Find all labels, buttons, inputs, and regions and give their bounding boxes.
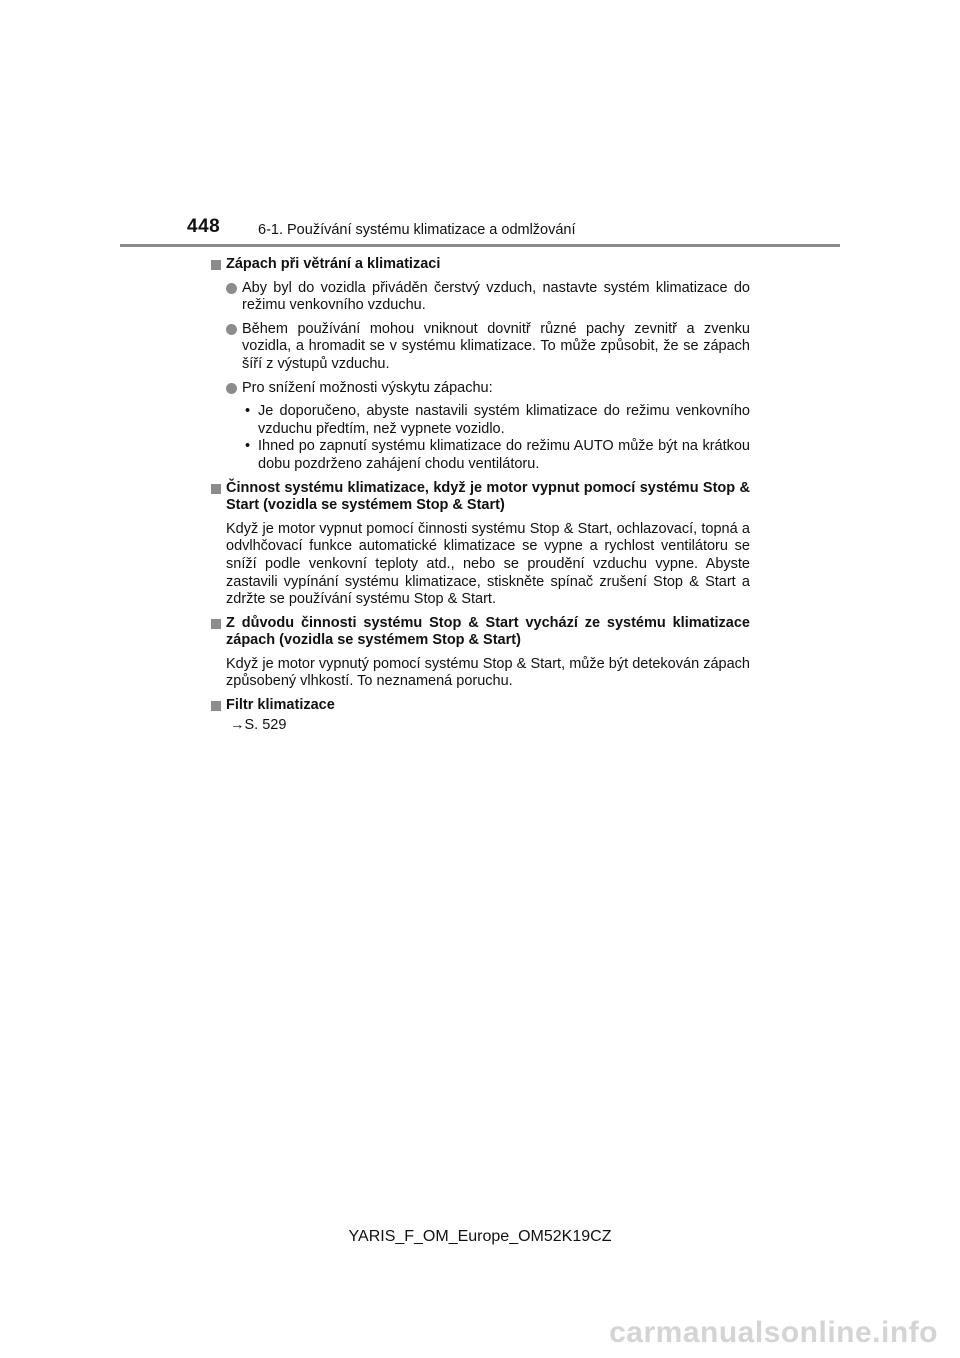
circle-bullet-icon xyxy=(226,383,237,394)
sub-item xyxy=(242,438,750,473)
section-heading: Z důvodu činnosti systému Stop & Start vychází ze systému klimatizace zápach (vozidla se systémem Stop & Start) xyxy=(226,614,750,649)
section-odor xyxy=(210,256,750,474)
sub-item-text: Ihned po zapnutí systému klimatizace do režimu AUTO může být na krátkou dobu pozdrženo zahájení chodu ventilátoru. xyxy=(258,438,750,472)
circle-bullet-icon xyxy=(226,324,237,335)
small-dot-icon: • xyxy=(245,403,251,420)
section-heading: Zápach při větrání a klimatizaci xyxy=(226,256,441,272)
page-number: 448 xyxy=(187,216,221,237)
page-reference-link[interactable]: →S. 529 xyxy=(230,716,287,733)
square-bullet-icon xyxy=(211,619,221,629)
section-paragraph: Když je motor vypnut pomocí činnosti systému Stop & Start, ochlazovací, topná a odvlhčovací funkce automatické klimatizace se vypne a rychlost ventilátoru se sníží podle venkovní teploty atd., nebo se proudění vzduchu vypne. Abyste zastavili vypínání systému klimatizace, stiskněte spínač zrušení Stop & Start a zdržte se používání systému Stop & Start. xyxy=(226,520,750,608)
section-paragraph: Když je motor vypnutý pomocí systému Stop & Start, může být detekován zápach způsobený vlhkostí. To neznamená poruchu. xyxy=(226,655,750,690)
page-content xyxy=(210,256,750,740)
square-bullet-icon xyxy=(211,701,221,711)
sub-list xyxy=(226,403,750,473)
section-stop-start-odor xyxy=(210,615,750,691)
small-dot-icon: • xyxy=(245,438,251,455)
bullet-item xyxy=(226,321,750,374)
section-heading: Filtr klimatizace xyxy=(226,697,335,714)
square-bullet-icon xyxy=(211,260,221,270)
bullet-text: Pro snížení možnosti výskytu zápachu: xyxy=(242,379,493,396)
bullet-text: Během používání mohou vniknout dovnitř různé pachy zevnitř a zvenku vozidla, a hromadit se v systému klimatizace. To může způsobit, že se zápach šíří z výstupů vzduchu. xyxy=(242,320,750,372)
watermark: carmanualsonline.info xyxy=(609,1316,938,1349)
sub-item xyxy=(242,403,750,438)
chapter-title: 6-1. Používání systému klimatizace a odmlžování xyxy=(258,222,576,238)
bullet-text: Aby byl do vozidla přiváděn čerstvý vzduch, nastavte systém klimatizace do režimu venkovního vzduchu. xyxy=(242,279,750,314)
sub-item-text: Je doporučeno, abyste nastavili systém klimatizace do režimu venkovního vzduchu předtím, než vypnete vozidlo. xyxy=(258,403,750,437)
bullet-item xyxy=(226,280,750,315)
header-rule xyxy=(120,244,840,247)
section-filter xyxy=(210,697,750,734)
section-stop-start-operation xyxy=(210,480,750,609)
bullet-item xyxy=(226,380,750,398)
circle-bullet-icon xyxy=(226,283,237,294)
square-bullet-icon xyxy=(211,484,221,494)
footer-document-code: YARIS_F_OM_Europe_OM52K19CZ xyxy=(348,1228,612,1245)
section-heading: Činnost systému klimatizace, když je motor vypnut pomocí systému Stop & Start (vozidla se systémem Stop & Start) xyxy=(226,479,750,514)
